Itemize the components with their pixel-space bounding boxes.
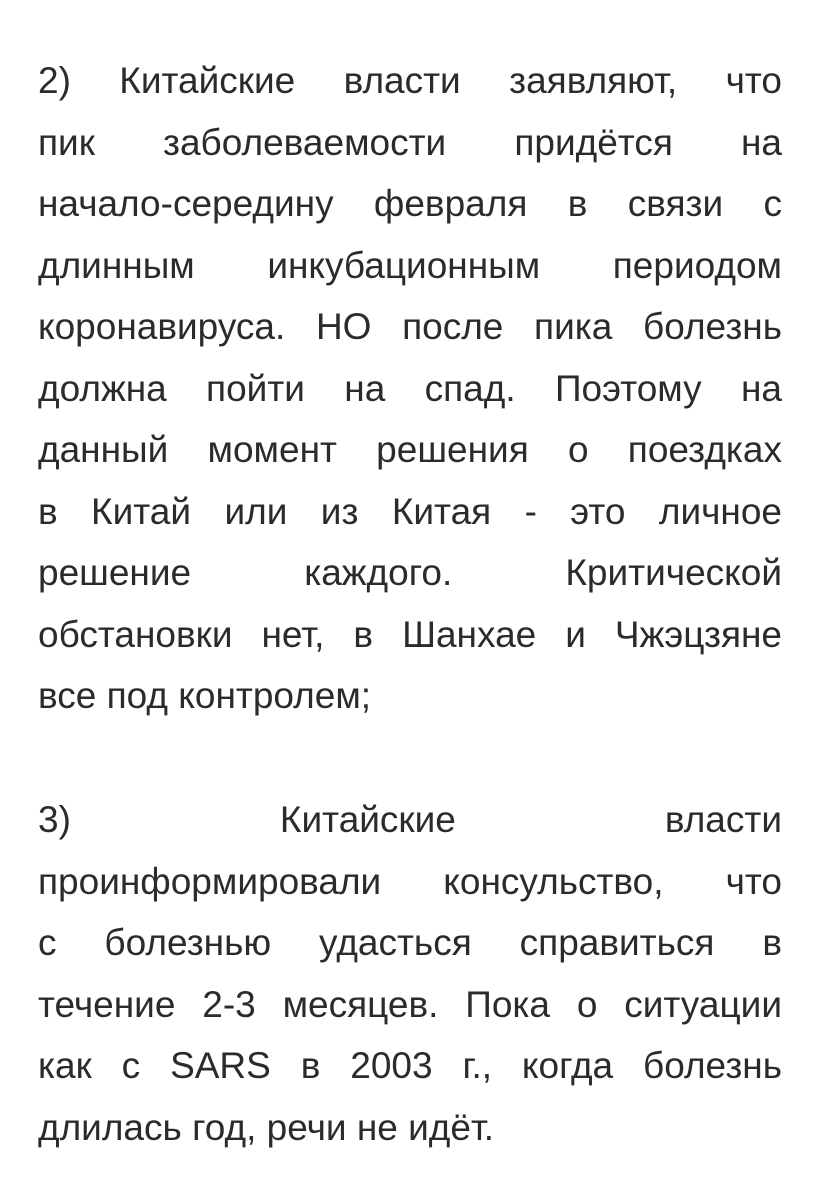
text-line: как с SARS в 2003 г., когда болезнь <box>38 1045 782 1086</box>
text-line: коронавируса. НО после пика болезнь <box>38 306 782 347</box>
text-line: длилась год, речи не идёт. <box>38 1106 495 1148</box>
text-line: решение каждого. Критической <box>38 552 782 593</box>
paragraph-consulate-informed <box>38 789 782 1158</box>
text-line: начало-середину февраля в связи с <box>38 183 782 224</box>
text-line: все под контролем; <box>38 675 372 716</box>
text-line: течение 2-3 месяцев. Пока о ситуации <box>38 983 782 1025</box>
text-line: проинформировали консульство, что <box>38 860 782 902</box>
text-line: данный момент решения о поездках <box>38 429 782 470</box>
text-line: длинным инкубационным периодом <box>38 244 782 286</box>
text-line: в Китай или из Китая - это личное <box>38 490 782 532</box>
text-line: пик заболеваемости придётся на <box>38 121 782 163</box>
text-line: 2) Китайские власти заявляют, что <box>38 60 782 101</box>
paragraph-china-authorities-peak <box>38 50 782 727</box>
text-line: 3) Китайские власти <box>38 799 782 840</box>
text-line: с болезнью удасться справиться в <box>38 922 782 963</box>
text-line: должна пойти на спад. Поэтому на <box>38 367 782 409</box>
text-line: обстановки нет, в Шанхае и Чжэцзяне <box>38 613 782 655</box>
